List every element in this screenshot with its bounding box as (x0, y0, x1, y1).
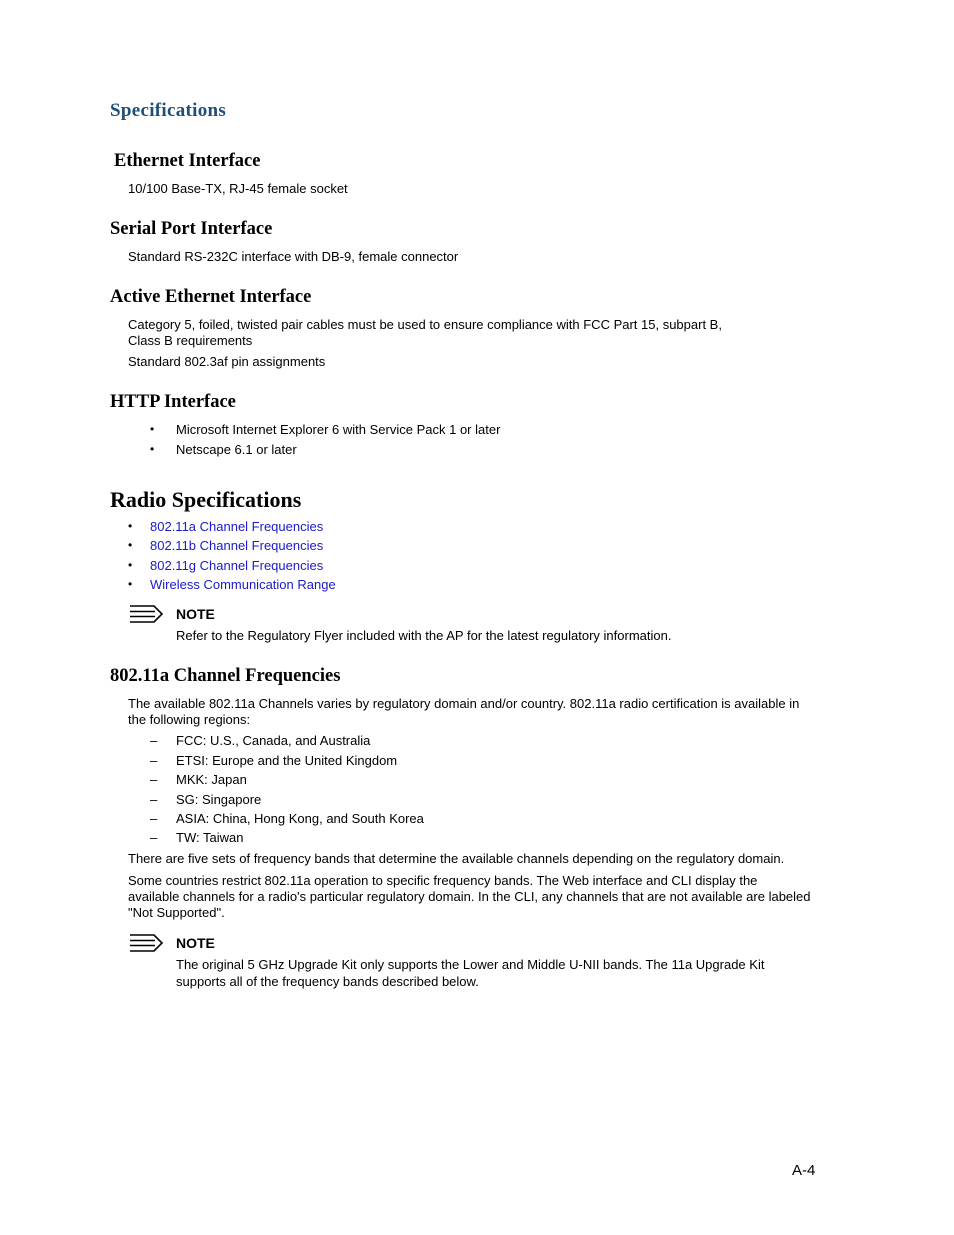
region-4-marker: – (150, 792, 158, 807)
region-5: ASIA: China, Hong Kong, and South Korea (176, 811, 424, 826)
note-1-label: NOTE (176, 606, 215, 622)
radio-heading: Radio Specifications (110, 487, 302, 512)
channels-intro-line1: The available 802.11a Channels varies by regulatory domain and/or country. 802.11a radio certification is available in (128, 696, 800, 711)
radio-link-2-marker: • (128, 538, 133, 552)
region-2: ETSI: Europe and the United Kingdom (176, 753, 398, 768)
region-2-marker: – (150, 753, 158, 768)
channels-para2-line1: Some countries restrict 802.11a operation to specific frequency bands. The Web interface and CLI display the (128, 873, 758, 888)
active-ethernet-heading: Active Ethernet Interface (110, 287, 312, 307)
link-802-11b[interactable]: 802.11b Channel Frequencies (150, 538, 324, 553)
link-802-11a[interactable]: 802.11a Channel Frequencies (150, 519, 324, 534)
region-1-marker: – (150, 733, 158, 748)
active-ethernet-line2: Class B requirements (128, 333, 253, 348)
region-6-marker: – (150, 830, 158, 845)
channels-para1: There are five sets of frequency bands that determine the available channels depending on the regulatory domain. (128, 851, 785, 866)
chapter-title: Specifications (110, 100, 227, 121)
link-wireless-range[interactable]: Wireless Communication Range (150, 577, 336, 592)
page-number: A-4 (792, 1162, 816, 1179)
note-2-line1: The original 5 GHz Upgrade Kit only supports the Lower and Middle U-NII bands. The 11a Upgrade Kit (176, 957, 765, 972)
serial-text: Standard RS-232C interface with DB-9, female connector (128, 249, 459, 264)
serial-heading: Serial Port Interface (110, 219, 273, 239)
channels-para2-line3: "Not Supported". (128, 905, 225, 920)
note-2-line2: supports all of the frequency bands described below. (176, 974, 479, 989)
region-3-marker: – (150, 772, 158, 787)
http-heading: HTTP Interface (110, 392, 236, 412)
ethernet-heading: Ethernet Interface (114, 151, 261, 171)
link-802-11g[interactable]: 802.11g Channel Frequencies (150, 558, 324, 573)
region-3: MKK: Japan (176, 772, 247, 787)
http-bullet-1: Microsoft Internet Explorer 6 with Service Pack 1 or later (176, 422, 501, 437)
note-2-label: NOTE (176, 935, 215, 951)
active-ethernet-line3: Standard 802.3af pin assignments (128, 354, 326, 369)
radio-link-3-marker: • (128, 558, 133, 572)
channels-11a-heading: 802.11a Channel Frequencies (110, 666, 341, 686)
note-icon (128, 933, 164, 953)
note-1-text: Refer to the Regulatory Flyer included with the AP for the latest regulatory information. (176, 628, 672, 643)
http-bullet-1-marker: • (150, 422, 155, 436)
region-1: FCC: U.S., Canada, and Australia (176, 733, 371, 748)
channels-intro-line2: the following regions: (128, 712, 251, 727)
region-4: SG: Singapore (176, 792, 262, 807)
note-icon (128, 604, 164, 624)
http-bullet-2: Netscape 6.1 or later (176, 442, 297, 457)
channels-para2-line2: available channels for a radio's particular regulatory domain. In the CLI, any channels that are not available are labeled (128, 889, 811, 904)
http-bullet-2-marker: • (150, 442, 155, 456)
ethernet-text: 10/100 Base-TX, RJ-45 female socket (128, 181, 348, 196)
radio-link-4-marker: • (128, 577, 133, 591)
active-ethernet-line1: Category 5, foiled, twisted pair cables must be used to ensure compliance with FCC Part 15, subpart B, (128, 317, 722, 332)
region-5-marker: – (150, 811, 158, 826)
region-6: TW: Taiwan (176, 830, 244, 845)
radio-link-1-marker: • (128, 519, 133, 533)
